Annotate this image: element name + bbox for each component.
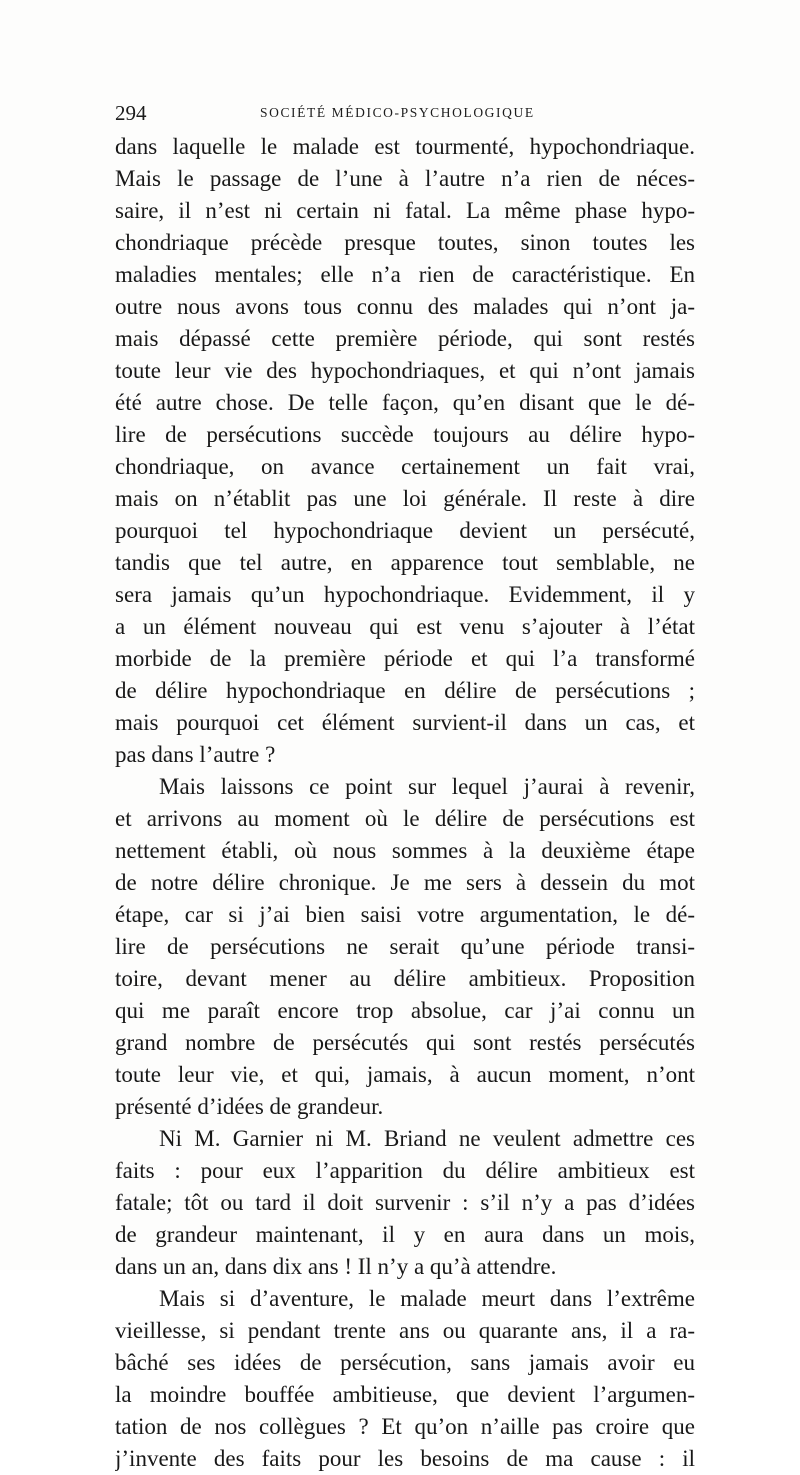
text-line: dans laquelle le malade est tourmenté, hypochondriaque. — [115, 134, 695, 159]
text-line: vieillesse, si pendant trente ans ou quarante ans, il a ra- — [115, 1318, 695, 1343]
text-line: a un élément nouveau qui est venu s’ajouter à l’état — [115, 614, 695, 639]
text-line: mais on n’établit pas une loi générale. Il reste à dire — [115, 486, 695, 511]
text-line: fatale; tôt ou tard il doit survenir : s’il n’y a pas d’idées — [115, 1190, 695, 1215]
page-number: 294 — [115, 101, 147, 125]
text-line: Mais le passage de l’une à l’autre n’a rien de néces- — [115, 166, 695, 191]
text-line: mais dépassé cette première période, qui sont restés — [115, 326, 695, 351]
text-line: chondriaque précède presque toutes, sinon toutes les — [115, 230, 695, 255]
paragraph-start-line: Mais laissons ce point sur lequel j’aurai à revenir, — [159, 774, 695, 799]
text-line: lire de persécutions succède toujours au délire hypo- — [115, 422, 695, 447]
text-line: qui me paraît encore trop absolue, car j’ai connu un — [115, 998, 695, 1023]
text-line: toute leur vie, et qui, jamais, à aucun moment, n’ont — [115, 1062, 695, 1087]
text-line: outre nous avons tous connu des malades qui n’ont ja- — [115, 294, 695, 319]
text-line: pourquoi tel hypochondriaque devient un persécuté, — [115, 518, 695, 543]
text-line: de notre délire chronique. Je me sers à dessein du mot — [115, 870, 695, 895]
text-line: bâché ses idées de persécution, sans jamais avoir eu — [115, 1350, 695, 1375]
text-line: mais pourquoi cet élément survient-il dans un cas, et — [115, 710, 695, 735]
paragraph-start-line: Mais si d’aventure, le malade meurt dans l’extrême — [159, 1286, 695, 1311]
text-line: toute leur vie des hypochondriaques, et qui n’ont jamais — [115, 358, 695, 383]
text-line: j’invente des faits pour les besoins de ma cause : il — [115, 1446, 695, 1471]
text-line: sera jamais qu’un hypochondriaque. Evidemment, il y — [115, 582, 695, 607]
text-line: morbide de la première période et qui l’a transformé — [115, 646, 695, 671]
page-header — [115, 100, 695, 126]
paragraph-end-line: présenté d’idées de grandeur. — [115, 1094, 384, 1119]
text-line: lire de persécutions ne serait qu’une période transi- — [115, 934, 695, 959]
body-text — [115, 131, 695, 1475]
paragraph-end-line: dans un an, dans dix ans ! Il n’y a qu’à attendre. — [115, 1254, 557, 1279]
paragraph-start-line: Ni M. Garnier ni M. Briand ne veulent admettre ces — [159, 1126, 695, 1151]
text-line: grand nombre de persécutés qui sont restés persécutés — [115, 1030, 695, 1055]
paragraph-end-line: pas dans l’autre ? — [115, 742, 276, 767]
text-line: nettement établi, où nous sommes à la deuxième étape — [115, 838, 695, 863]
text-line: toire, devant mener au délire ambitieux. Proposition — [115, 966, 695, 991]
text-line: de délire hypochondriaque en délire de persécutions ; — [115, 678, 695, 703]
text-line: faits : pour eux l’apparition du délire ambitieux est — [115, 1158, 695, 1183]
text-line: étape, car si j’ai bien saisi votre argumentation, le dé- — [115, 902, 695, 927]
text-line: et arrivons au moment où le délire de persécutions est — [115, 806, 695, 831]
running-head: SOCIÉTÉ MÉDICO-PSYCHOLOGIQUE — [260, 105, 535, 120]
text-line: la moindre bouffée ambitieuse, que devient l’argumen- — [115, 1382, 695, 1407]
text-line: chondriaque, on avance certainement un fait vrai, — [115, 454, 695, 479]
text-line: tandis que tel autre, en apparence tout semblable, ne — [115, 550, 695, 575]
text-line: de grandeur maintenant, il y en aura dans un mois, — [115, 1222, 695, 1247]
text-line: maladies mentales; elle n’a rien de caractéristique. En — [115, 262, 695, 287]
text-line: été autre chose. De telle façon, qu’en disant que le dé- — [115, 390, 695, 415]
text-line: tation de nos collègues ? Et qu’on n’aille pas croire que — [115, 1414, 695, 1439]
text-line: saire, il n’est ni certain ni fatal. La même phase hypo- — [115, 198, 695, 223]
